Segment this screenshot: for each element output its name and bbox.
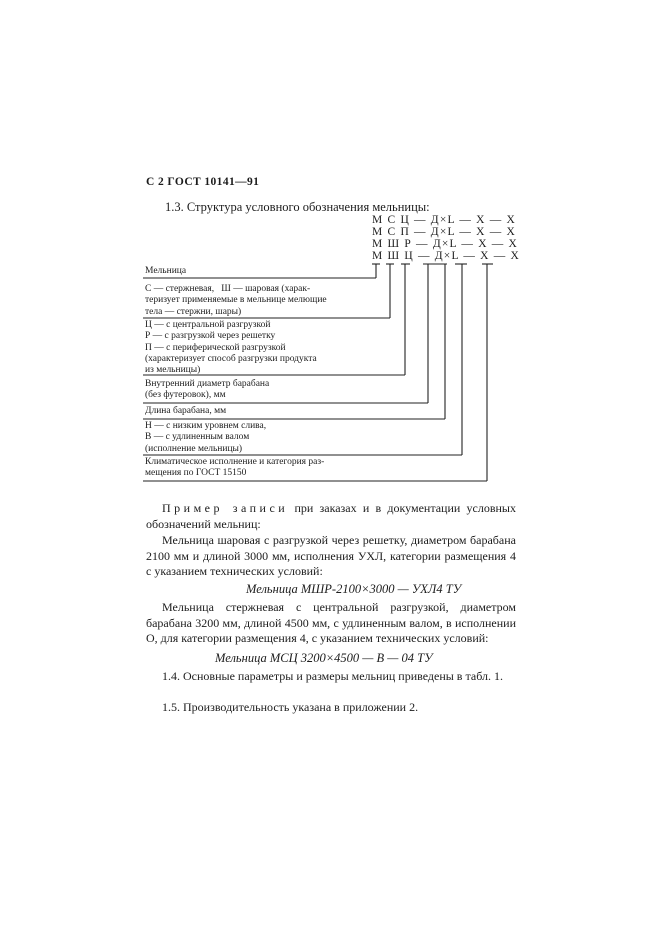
page-header: С 2 ГОСТ 10141—91	[146, 176, 260, 188]
designation-code-1: М С Ц — Д×L — Х — Х	[372, 214, 517, 226]
example-1-formula: Мельница МШР-2100×3000 — УХЛ4 ТУ	[246, 582, 462, 596]
legend-diameter: Внутренний диаметр барабана (без футеровок), мм	[145, 379, 270, 401]
legend-rod-ball: С — стержневая, Ш — шаровая (харак- теризует применяемые в мельнице мелющие тела — стержни, шары)	[145, 284, 327, 317]
example-2-text: Мельница стержневая с центральной разгрузкой, диаметром барабана 3200 мм, длиной 4500 мм, с удлиненным валом, в исполнении О, для категории размещения 4, с указанием технических условий:	[146, 600, 516, 645]
legend-execution: Н — с низким уровнем слива, В — с удлиненным валом (исполнение мельницы)	[145, 421, 267, 454]
example-label: Пример записи	[162, 501, 289, 515]
section-1-3-title: 1.3. Структура условного обозначения мельницы:	[165, 200, 430, 214]
legend-unloading: Ц — с центральной разгрузкой Р — с разгрузкой через решетку П — с периферической разгрузкой (характеризует способ разгрузки продукта из мельницы)	[145, 320, 317, 376]
designation-code-2: М С П — Д×L — Х — Х	[372, 226, 517, 238]
section-1-4: 1.4. Основные параметры и размеры мельниц приведены в табл. 1.	[162, 669, 503, 683]
section-1-5: 1.5. Производительность указана в приложении 2.	[162, 700, 419, 714]
example-1-text: Мельница шаровая с разгрузкой через решетку, диаметром барабана 2100 мм и длиной 3000 мм, исполнения УХЛ, категории размещения 4 с указанием технических условий:	[146, 533, 516, 578]
legend-length: Длина барабана, мм	[145, 406, 227, 416]
legend-climatic: Климатическое исполнение и категория раз- мещения по ГОСТ 15150	[145, 457, 325, 479]
legend-mill: Мельница	[145, 266, 187, 276]
example-2-formula: Мельница МСЦ 3200×4500 — В — 04 ТУ	[215, 651, 433, 665]
designation-code-3: М Ш Р — Д×L — Х — Х	[372, 238, 519, 250]
example-intro: Пример записи при заказах и в документации условных обозначений мельниц:	[146, 501, 516, 531]
designation-code-4: М Ш Ц — Д×L — Х — Х	[372, 250, 520, 262]
